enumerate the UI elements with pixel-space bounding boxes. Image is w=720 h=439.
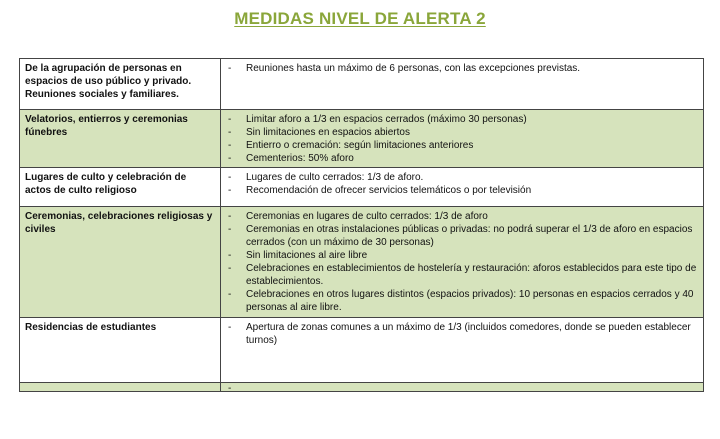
row-measures (221, 318, 704, 383)
measure-item: - Lugares de culto cerrados: 1/3 de aforo. (228, 172, 424, 183)
bullet-dash: - (228, 289, 232, 300)
measure-item: - Cementerios: 50% aforo (228, 153, 354, 164)
measure-item: - Ceremonias en otras instalaciones públicas o privadas: no podrá superar el 1/3 de aforo en espacios cerrados (con un máximo de 30 personas) (228, 224, 693, 248)
row-category: Lugares de culto y celebración de actos de culto religioso (20, 168, 221, 207)
row-measures (221, 207, 704, 318)
measure-item: - Reuniones hasta un máximo de 6 personas, con las excepciones previstas. (228, 63, 581, 74)
bullet-dash: - (228, 250, 232, 261)
table-row (20, 110, 704, 168)
bullet-dash: - (228, 224, 232, 235)
bullet-dash: - (228, 185, 232, 196)
measure-item: - Entierro o cremación: según limitaciones anteriores (228, 140, 474, 151)
row-category: De la agrupación de personas en espacios de uso público y privado. Reuniones sociales y familiares. (20, 59, 221, 110)
bullet-dash: - (228, 172, 232, 183)
row-measures (221, 59, 704, 110)
bullet-dash: - (228, 263, 232, 274)
measure-item: - Recomendación de ofrecer servicios telemáticos o por televisión (228, 185, 532, 196)
bullet-dash: - (228, 127, 232, 138)
measure-item: - Sin limitaciones en espacios abiertos (228, 127, 410, 138)
row-measures (221, 383, 704, 392)
bullet-dash: - (228, 63, 232, 74)
table-row (20, 168, 704, 207)
bullet-dash: - (228, 211, 232, 222)
measure-item: - Ceremonias en lugares de culto cerrados: 1/3 de aforo (228, 211, 488, 222)
row-measures (221, 168, 704, 207)
bullet-dash: - (228, 383, 232, 394)
row-measures (221, 110, 704, 168)
measure-item: - Celebraciones en establecimientos de hostelería y restauración: aforos establecidos para este tipo de establecimientos. (228, 263, 697, 287)
table-row (20, 207, 704, 318)
measure-item: - Celebraciones en otros lugares distintos (espacios privados): 10 personas en espacios cerrados y 40 personas al aire libre. (228, 289, 694, 313)
document-title: MEDIDAS NIVEL DE ALERTA 2 (234, 9, 486, 28)
row-category: Velatorios, entierros y ceremonias fúnebres (20, 110, 221, 168)
measure-item: - Apertura de zonas comunes a un máximo de 1/3 (incluidos comedores, donde se pueden establecer turnos) (228, 322, 691, 346)
bullet-dash: - (228, 322, 232, 333)
bullet-dash: - (228, 153, 232, 164)
row-category: Ceremonias, celebraciones religiosas y civiles (20, 207, 221, 318)
row-category (20, 383, 221, 392)
measure-item: - Limitar aforo a 1/3 en espacios cerrados (máximo 30 personas) (228, 114, 527, 125)
bullet-dash: - (228, 140, 232, 151)
row-category: Residencias de estudiantes (20, 318, 221, 383)
table-row (20, 59, 704, 110)
measures-table (19, 58, 704, 392)
table-row (20, 318, 704, 383)
bullet-dash: - (228, 114, 232, 125)
measure-item: - Sin limitaciones al aire libre (228, 250, 368, 261)
table-row (20, 383, 704, 392)
